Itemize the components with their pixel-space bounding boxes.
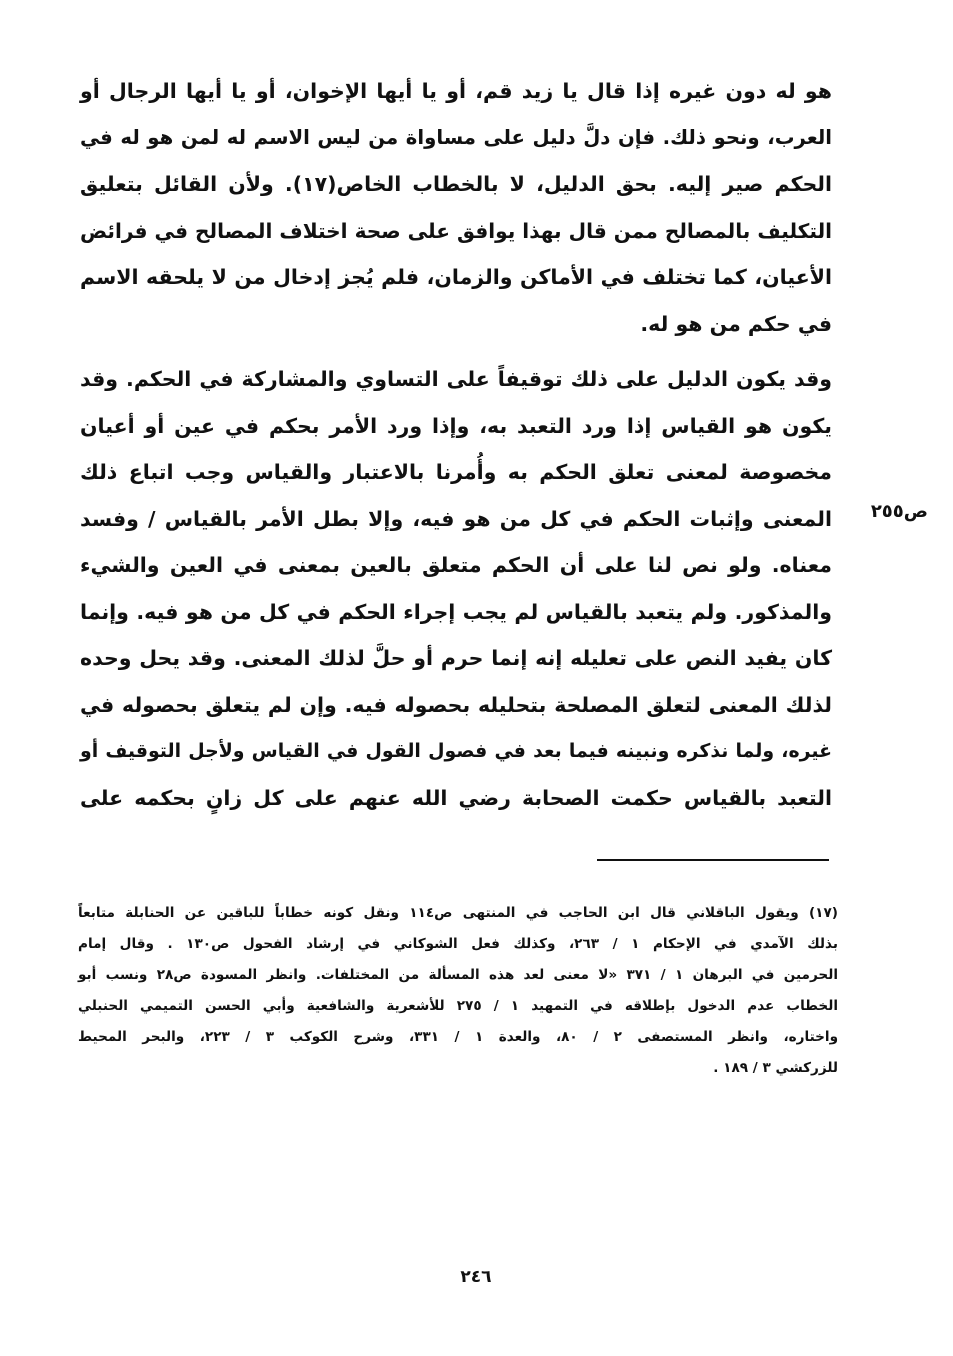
text-line: الأعيان، كما تختلف في الأماكن والزمان، فلم يُجز إدخال من لا يلحقه الاسم (80, 265, 832, 289)
text-line: كان يفيد النص على تعليله إنه إنما حرم أو حلَّ لذلك المعنى. وقد يحل وحده (80, 646, 832, 670)
text-line: مخصوصة لمعنى تعلق الحكم به وأُمرنا بالاعتبار والقياس وجب اتباع ذلك (80, 460, 832, 484)
text-line: وقد يكون الدليل على ذلك توقيفاً على التساوي والمشاركة في الحكم. وقد (80, 367, 832, 391)
footnote-line: واختاره، وانظر المستصفى ٢ / ٨٠، والعدة ١ / ٣٣١، وشرح الكوكب ٣ / ٢٢٣، والبحر المحيط (78, 1029, 839, 1045)
text-line: في حكم من هو له. (640, 311, 832, 336)
body-paragraph-1 (80, 68, 832, 347)
footnote (78, 898, 838, 1084)
footnote-line: بذلك الآمدي في الإحكام ١ / ٢٦٣، وكذلك فعل الشوكاني في إرشاد الفحول ص١٣٠ . وقال إمام (78, 936, 838, 952)
text-line: الحكم صير إليه. بحق الدليل، لا بالخطاب الخاص(١٧). ولأن القائل بتعليق (80, 172, 832, 196)
footnote-line: الخطاب عدم الدخول بإطلاقه في التمهيد ١ / ٢٧٥ للأشعرية والشافعية وأبي الحسن التميمي الحنبلي (78, 998, 838, 1014)
footnote-line: الحرمين في البرهان ١ / ٣٧١ «لا معنى لعد هذه المسألة من المختلفات. وانظر المسودة ص٢٨ ونسب أبو (78, 967, 838, 983)
text-line: معناه. ولو نص لنا على أن الحكم متعلق بالعين بمعنى في العين والشيء (80, 553, 832, 577)
text-line: المعنى وإثبات الحكم في كل من هو فيه، وإلا بطل الأمر بالقياس / وفسد (80, 506, 832, 531)
text-line: لذلك المعنى لتعلق المصلحة بتحليله بحصوله فيه. وإن لم يتعلق بحصوله في (80, 692, 832, 717)
text-line: التعبد بالقياس حكمت الصحابة رضي الله عنهم على كل زانٍ بحكمه على (80, 785, 832, 810)
text-line: غيره، ولما نذكره ونبينه فيما بعد في فصول القول في القياس ولأجل التوقيف أو (80, 740, 832, 762)
body-paragraph-2 (80, 356, 832, 821)
text-line: العرب، ونحو ذلك. فإن دلَّ دليل على مساواة من ليس الاسم له لمن هو له في (80, 125, 832, 149)
footnote-line: (١٧) ويقول الباقلاني قال ابن الحاجب في المنتهى ص١١٤ ونقل كونه خطاباً للباقين عن الحنابلة متابعاً (78, 905, 838, 921)
text-line: والمذكور. ولم يتعبد بالقياس لم يجب إجراء الحكم في كل من هو فيه. وإنما (80, 599, 832, 624)
page-number: ٢٤٦ (460, 1267, 492, 1287)
footnote-line: للزركشي ٣ / ١٨٩ . (713, 1060, 838, 1076)
text-line: هو له دون غيره إذا قال يا زيد قم، أو يا أيها الإخوان، أو يا أيها الرجال أو (80, 79, 832, 103)
footnote-separator (597, 859, 829, 861)
text-line: يكون هو القياس إذا ورد التعبد به، وإذا ورد الأمر بحكم في عين أو أعيان (80, 413, 832, 438)
margin-page-reference: ص٢٥٥ (870, 501, 928, 522)
text-line: التكليف بالمصالح ممن قال بهذا يوافق على صحة اختلاف المصالح في فرائض (80, 218, 832, 243)
